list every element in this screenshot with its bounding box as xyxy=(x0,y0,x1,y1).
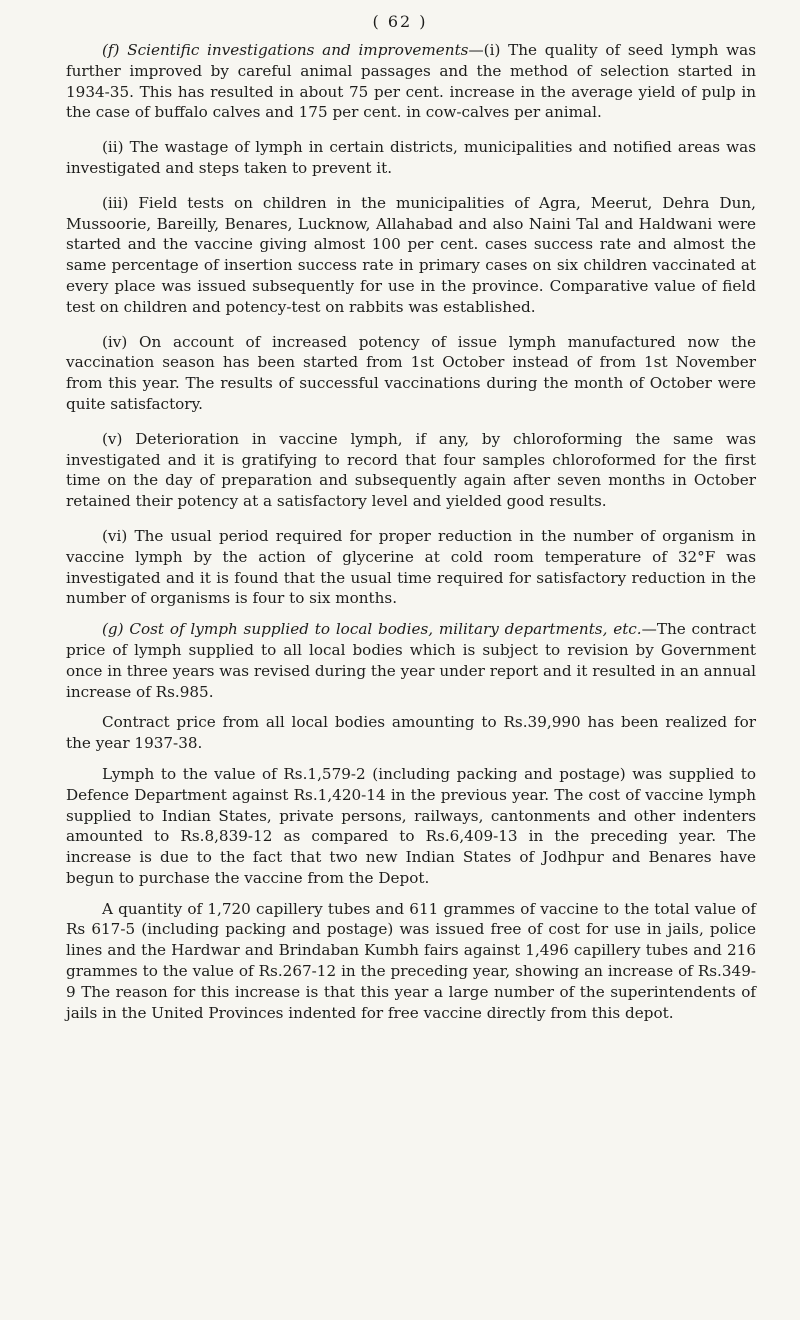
paragraph-f-i xyxy=(66,40,756,123)
paragraph-g-1 xyxy=(66,619,756,702)
section-f-heading: (f) Scientific investigations and improvements xyxy=(102,41,469,59)
paragraph-f-ii: (ii) The wastage of lymph in certain districts, municipalities and notified areas was investigated and steps taken to prevent it. xyxy=(66,138,756,177)
document-body xyxy=(66,40,756,1023)
page-number: ( 62 ) xyxy=(372,12,428,31)
paragraph-f-vi: (vi) The usual period required for proper reduction in the number of organism in vaccine lymph by the action of glycerine at cold room temperature of 32°F was investigated and it is found that the usual time required for satisfactory reduction in the number of organisms is four to six months. xyxy=(66,526,756,608)
paragraph-g-2: Contract price from all local bodies amounting to Rs.39,990 has been realized for the year 1937-38. xyxy=(66,713,756,753)
paragraph-g-4: A quantity of 1,720 capillery tubes and 611 grammes of vaccine to the total value of Rs 617-5 (including packing and postage) was issued free of cost for use in jails, police lines and the Hardwar and Brindaban Kumbh fairs against 1,496 capillery tubes and 216 grammes to the value of Rs.267-12 in the preceding year, showing an increase of Rs.349-9 The reason for this increase is that this year a large number of the superintendents of jails in the United Provinces indented for free vaccine directly from this depot. xyxy=(66,899,756,1022)
paragraph-g-1-text: —The contract price of lymph supplied to all local bodies which is subject to revision by Government once in three years was revised during the year under report and it resulted in an annual increase of Rs.985. xyxy=(66,620,756,701)
paragraph-f-i-text: —(i) The quality of seed lymph was further improved by careful animal passages and the method of selection started in 1934-35. This has resulted in about 75 per cent. increase in the average yield of pulp in the case of buffalo calves and 175 per cent. in cow-calves per animal. xyxy=(66,41,756,122)
paragraph-g-3: Lymph to the value of Rs.1,579-2 (including packing and postage) was supplied to Defence Department against Rs.1,420-14 in the previous year. The cost of vaccine lymph supplied to Indian States, private persons, railways, cantonments and other indenters amounted to Rs.8,839-12 as compared to Rs.6,409-13 in the preceding year. The increase is due to the fact that two new Indian States of Jodhpur and Benares have begun to purchase the vaccine from the Depot. xyxy=(66,764,756,887)
section-g-heading: (g) Cost of lymph supplied to local bodies, military departments, etc. xyxy=(102,620,642,639)
paragraph-f-iv: (iv) On account of increased potency of issue lymph manufactured now the vaccination season has been started from 1st October instead of from 1st November from this year. The results of successful vaccinations during the month of October were quite satisfactory. xyxy=(66,332,756,413)
paragraph-f-iii: (iii) Field tests on children in the municipalities of Agra, Meerut, Dehra Dun, Mussoorie, Bareilly, Benares, Lucknow, Allahabad and also Naini Tal and Haldwani were started and the vaccine giving almost 100 per cent. cases success rate and almost the same percentage of insertion success rate in primary cases on six children vaccinated at every place was issued subsequently for use in the province. Comparative value of field test on children and potency-test on rabbits was established. xyxy=(66,193,756,316)
paragraph-f-v: (v) Deterioration in vaccine lymph, if any, by chloroforming the same was investigated and it is gratifying to record that four samples chloroformed for the first time on the day of preparation and subsequently again after seven months in October retained their potency at a satisfactory level and yielded good results. xyxy=(66,429,756,511)
